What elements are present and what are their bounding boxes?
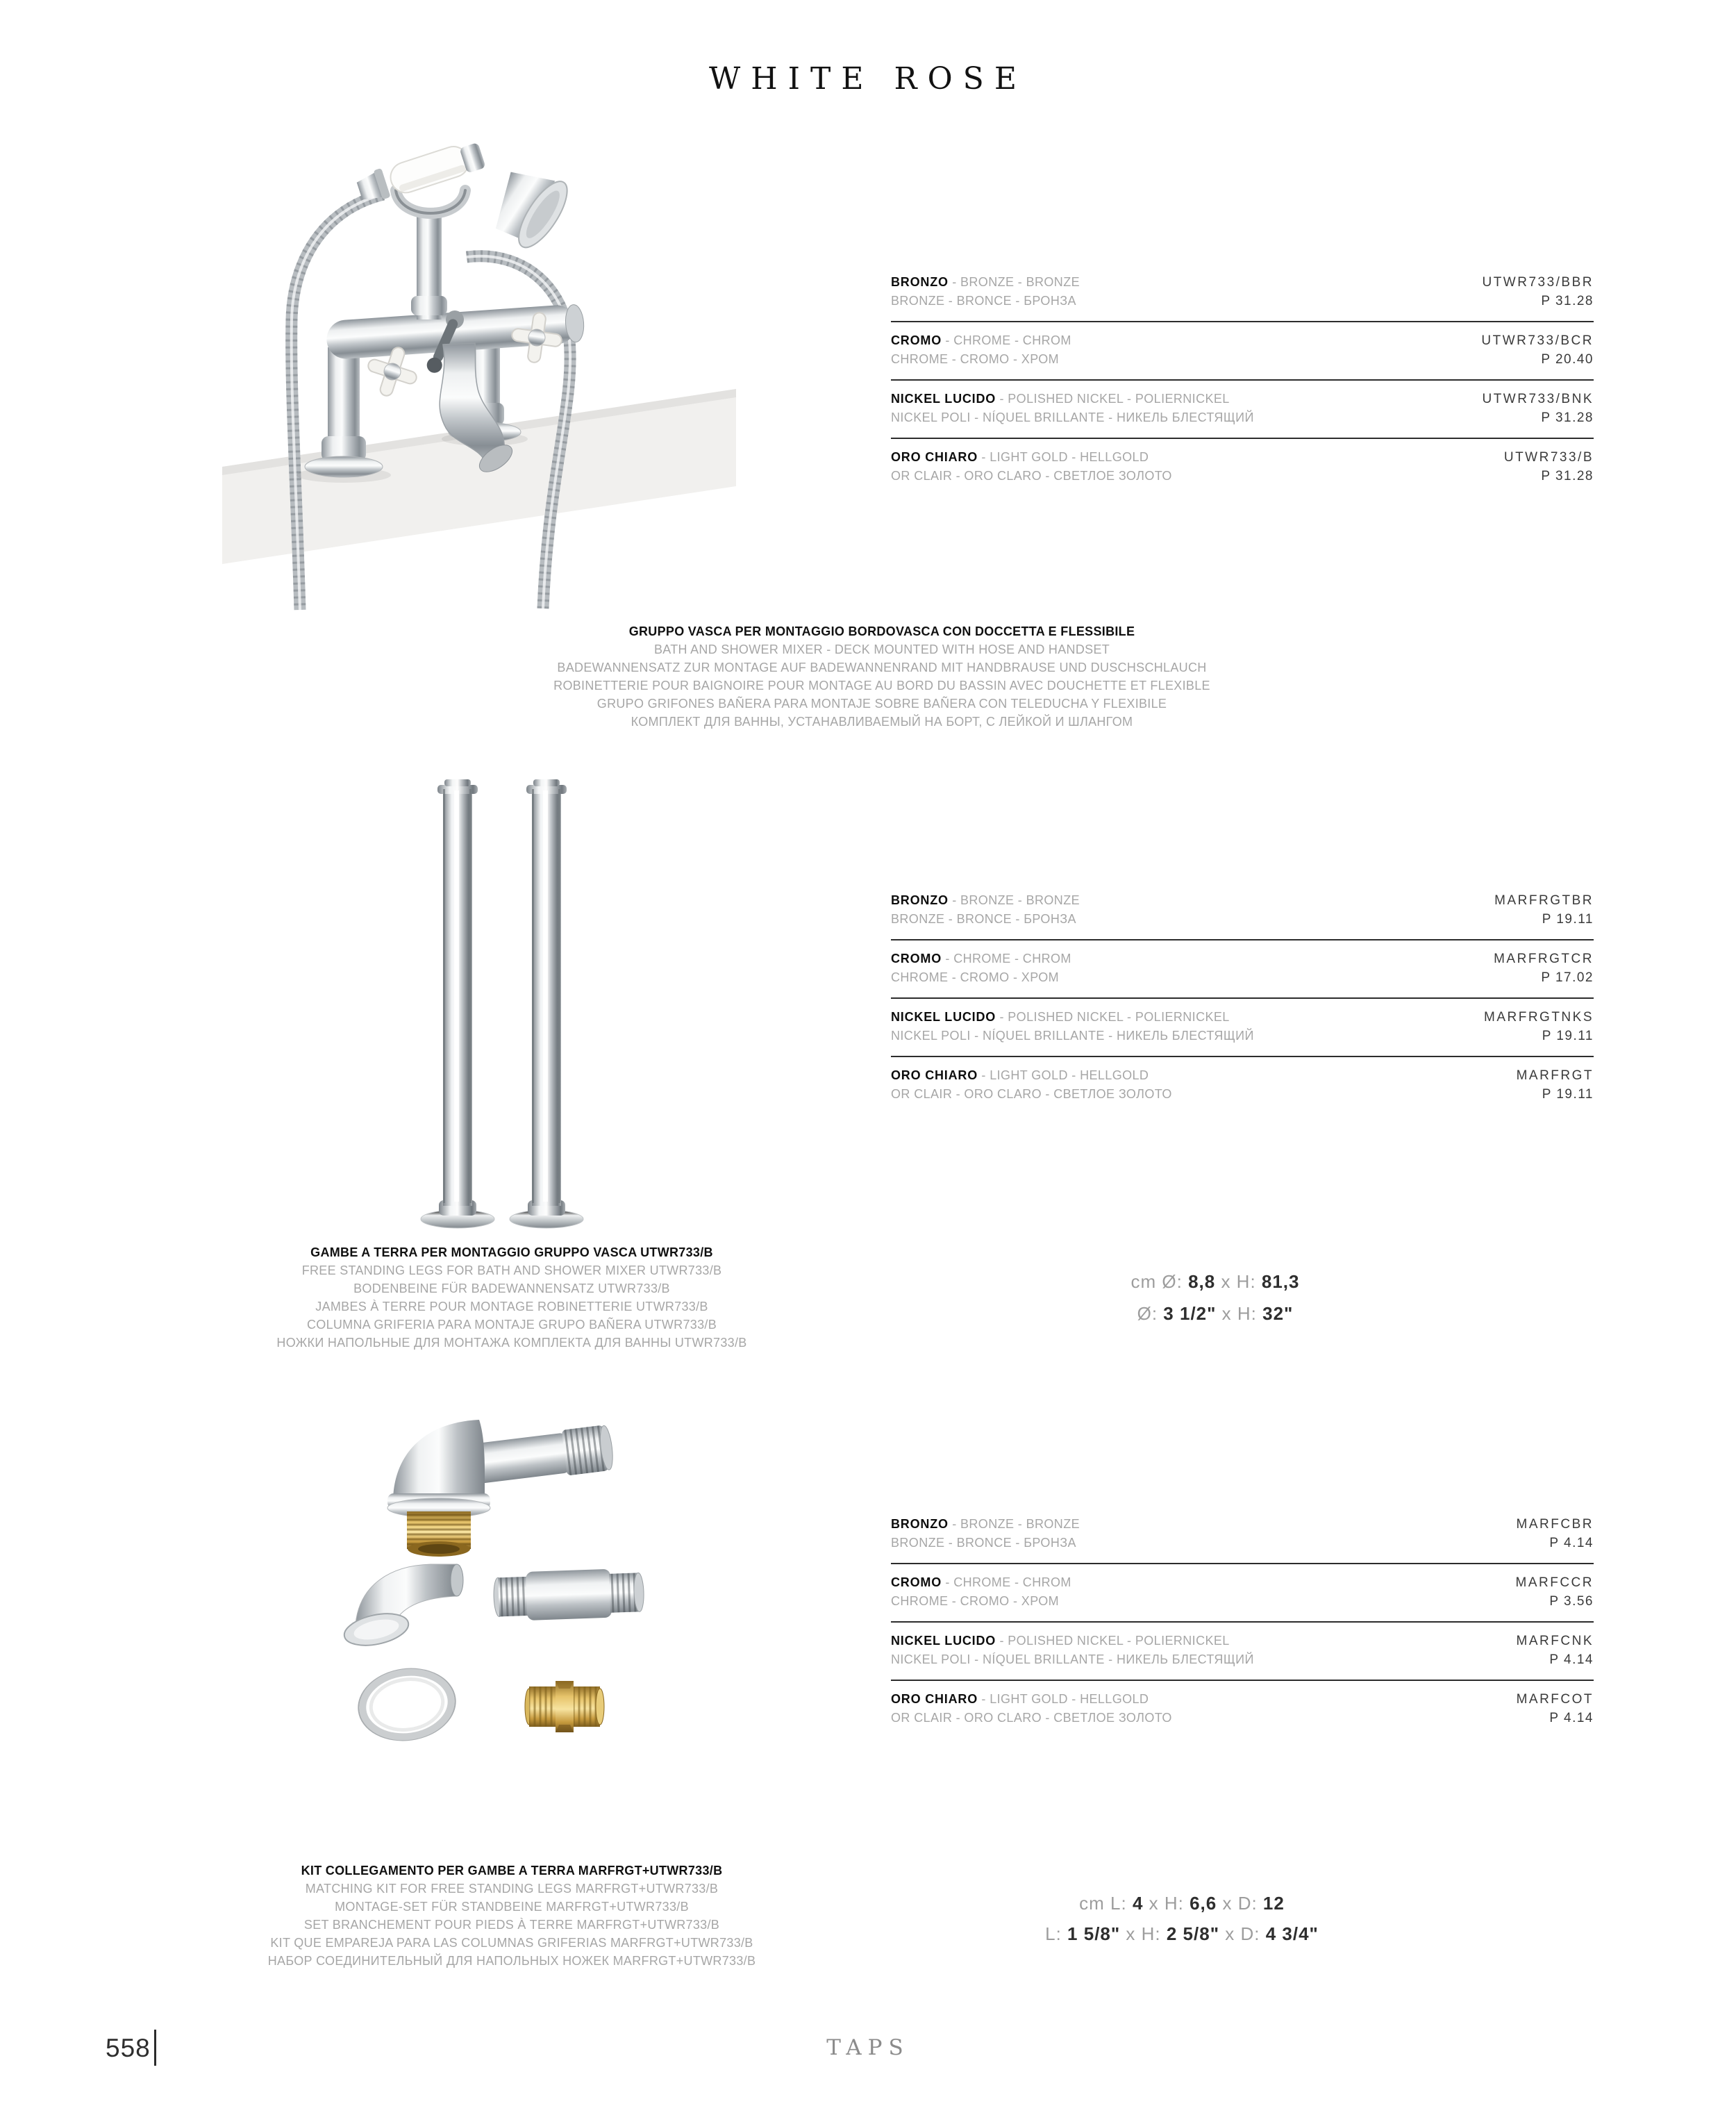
product-price: P 4.14: [1549, 1711, 1594, 1725]
description-line: ROBINETTERIE POUR BAIGNOIRE POUR MONTAGE AU BORD DU BASSIN AVEC DOUCHETTE ET FLEXIBLE: [553, 679, 1210, 693]
finish-labels: [891, 950, 1071, 987]
dimension-line: [974, 1918, 1390, 1949]
finish-line1: [891, 1066, 1172, 1085]
standpipe-right: [510, 779, 583, 1228]
finish-row: [891, 940, 1594, 999]
finish-line1: [891, 1690, 1172, 1709]
finish-translations-line2: CHROME - CROMO - ХРОМ: [891, 1594, 1059, 1608]
finish-line1: [891, 891, 1080, 910]
description-line: BODENBEINE FÜR BADEWANNENSATZ UTWR733/B: [353, 1282, 670, 1295]
description-title: GAMBE A TERRA PER MONTAGGIO GRUPPO VASCA UTWR733/B: [310, 1245, 713, 1259]
product-code: MARFRGTCR: [1494, 952, 1594, 966]
finish-labels: [891, 331, 1071, 369]
product-code: UTWR733/B: [1503, 450, 1594, 465]
finish-translations: - LIGHT GOLD - HELLGOLD: [978, 450, 1149, 464]
product-code: MARFRGT: [1516, 1068, 1594, 1083]
description-line: GRUPO GRIFONES BAÑERA PARA MONTAJE SOBRE BAÑERA CON TELEDUCHA Y FLEXIBILE: [596, 697, 1167, 711]
finish-row: [891, 1681, 1594, 1738]
dimension-value: 4 3/4": [1265, 1923, 1319, 1944]
finish-line1: [891, 448, 1172, 467]
finish-translations: - POLISHED NICKEL - POLIERNICKEL: [996, 1010, 1230, 1024]
finish-row: [891, 1506, 1594, 1564]
finish-row: [891, 882, 1594, 940]
code-price: [1482, 390, 1594, 427]
finish-labels: [891, 1515, 1080, 1552]
dimension-label: cm Ø:: [1130, 1271, 1189, 1292]
finish-name: CROMO: [891, 333, 942, 347]
kit-small-elbow: [342, 1564, 463, 1650]
description-line: FREE STANDING LEGS FOR BATH AND SHOWER MIXER UTWR733/B: [301, 1263, 722, 1277]
dimension-value: 3 1/2": [1163, 1303, 1217, 1324]
finish-row: [891, 381, 1594, 439]
product-code: MARFCOT: [1516, 1692, 1594, 1707]
dimension-label: L:: [1045, 1923, 1068, 1944]
kit-straight-connector: [493, 1568, 644, 1621]
finish-row: [891, 1623, 1594, 1681]
kit-brass-nipple: [525, 1681, 604, 1732]
finish-name: ORO CHIARO: [891, 450, 978, 464]
code-price: [1494, 891, 1594, 929]
description-line: КОМПЛЕКТ ДЛЯ ВАННЫ, УСТАНАВЛИВАЕМЫЙ НА БОРТ, С ЛЕЙКОЙ И ШЛАНГОМ: [631, 715, 1133, 729]
product-price: P 19.11: [1542, 912, 1594, 927]
product-price: P 20.40: [1541, 352, 1594, 367]
finish-translations: - BRONZE - BRONZE: [948, 893, 1080, 907]
dimension-label: x H:: [1215, 1271, 1262, 1292]
finish-translations-line2: BRONZE - BRONCE - БРОНЗА: [891, 294, 1076, 308]
product-description-free-standing-legs: [199, 1243, 824, 1352]
finish-table-free-standing-legs: [891, 882, 1594, 1114]
dimension-value: 6,6: [1190, 1893, 1217, 1914]
product-code: UTWR733/BNK: [1482, 392, 1594, 406]
dimension-value: 2 5/8": [1166, 1923, 1220, 1944]
dimension-line: [1007, 1266, 1424, 1298]
product-photo-bath-shower-mixer: [222, 111, 736, 611]
finish-name: CROMO: [891, 1575, 942, 1589]
code-price: [1481, 331, 1594, 369]
finish-line1: [891, 1008, 1254, 1027]
finish-translations: - LIGHT GOLD - HELLGOLD: [978, 1692, 1149, 1706]
finish-row: [891, 1564, 1594, 1623]
product-code: MARFCCR: [1515, 1575, 1594, 1590]
finish-translations-line2: OR CLAIR - ORO CLARO - СВЕТЛОЕ ЗОЛОТО: [891, 1711, 1172, 1725]
finish-name: ORO CHIARO: [891, 1068, 978, 1082]
product-price: P 17.02: [1541, 970, 1594, 985]
product-price: P 19.11: [1542, 1087, 1594, 1102]
dimensions-free-standing-legs: [1007, 1266, 1424, 1329]
finish-translations-line2: OR CLAIR - ORO CLARO - СВЕТЛОЕ ЗОЛОТО: [891, 1087, 1172, 1101]
finish-translations-line2: BRONZE - BRONCE - БРОНЗА: [891, 1536, 1076, 1550]
description-title: GRUPPO VASCA PER MONTAGGIO BORDOVASCA CON DOCCETTA E FLESSIBILE: [628, 624, 1135, 638]
finish-translations: - POLISHED NICKEL - POLIERNICKEL: [996, 392, 1230, 406]
finish-labels: [891, 1690, 1172, 1727]
finish-name: BRONZO: [891, 275, 949, 289]
code-price: [1516, 1573, 1594, 1611]
dimension-line: [974, 1888, 1390, 1918]
finish-translations-line2: NICKEL POLI - NÍQUEL BRILLANTE - НИКЕЛЬ БЛЕСТЯЩИЙ: [891, 1652, 1254, 1666]
product-code: MARFCBR: [1516, 1517, 1594, 1532]
finish-row: [891, 1057, 1594, 1114]
description-line: BADEWANNENSATZ ZUR MONTAGE AUF BADEWANNENRAND MIT HANDBRAUSE UND DUSCHSCHLAUCH: [557, 661, 1207, 674]
page-title: WHITE ROSE: [709, 61, 1027, 97]
dimensions-connection-kit: [974, 1888, 1390, 1949]
description-line: SET BRANCHEMENT POUR PIEDS À TERRE MARFRGT+UTWR733/B: [303, 1918, 720, 1932]
product-code: MARFRGTNKS: [1484, 1010, 1594, 1025]
finish-labels: [891, 1573, 1071, 1611]
finish-name: CROMO: [891, 952, 942, 965]
standpipe-left: [421, 779, 494, 1228]
finish-line1: [891, 950, 1071, 968]
kit-washer-ring: [354, 1663, 460, 1746]
finish-labels: [891, 390, 1254, 427]
finish-row: [891, 999, 1594, 1057]
finish-labels: [891, 1632, 1254, 1669]
dimension-label: x H:: [1120, 1923, 1167, 1944]
finish-translations: - BRONZE - BRONZE: [948, 1517, 1080, 1531]
sprayer-head: [481, 155, 576, 254]
finish-table-connection-kit: [891, 1506, 1594, 1738]
description-line: COLUMNA GRIFERIA PARA MONTAJE GRUPO BAÑERA UTWR733/B: [306, 1318, 717, 1332]
dimension-value: 4: [1132, 1893, 1144, 1914]
finish-translations: - LIGHT GOLD - HELLGOLD: [978, 1068, 1149, 1082]
finish-translations-line2: CHROME - CROMO - ХРОМ: [891, 970, 1059, 984]
code-price: [1517, 1632, 1594, 1669]
page-number: 558: [106, 2034, 151, 2062]
product-price: P 4.14: [1549, 1536, 1594, 1550]
finish-translations-line2: NICKEL POLI - NÍQUEL BRILLANTE - НИКЕЛЬ БЛЕСТЯЩИЙ: [891, 1029, 1254, 1043]
product-code: UTWR733/BCR: [1481, 333, 1594, 348]
product-code: UTWR733/BBR: [1482, 275, 1594, 290]
finish-translations-line2: CHROME - CROMO - ХРОМ: [891, 352, 1059, 366]
finish-labels: [891, 1066, 1172, 1104]
description-line: JAMBES À TERRE POUR MONTAGE ROBINETTERIE UTWR733/B: [315, 1300, 708, 1313]
finish-translations-line2: NICKEL POLI - NÍQUEL BRILLANTE - НИКЕЛЬ БЛЕСТЯЩИЙ: [891, 411, 1254, 424]
dimension-label: x H:: [1216, 1303, 1263, 1324]
finish-row: [891, 322, 1594, 381]
finish-labels: [891, 1008, 1254, 1045]
description-line: НАБОР СОЕДИНИТЕЛЬНЫЙ ДЛЯ НАПОЛЬНЫХ НОЖЕК MARFRGT+UTWR733/B: [267, 1954, 756, 1968]
product-price: P 31.28: [1541, 469, 1594, 483]
description-line: KIT QUE EMPAREJA PARA LAS COLUMNAS GRIFERIAS MARFRGT+UTWR733/B: [270, 1936, 753, 1950]
description-line: MONTAGE-SET FÜR STANDBEINE MARFRGT+UTWR733/B: [335, 1900, 689, 1914]
product-description-bath-shower-mixer: [431, 622, 1333, 731]
dimension-label: x H:: [1143, 1893, 1190, 1914]
finish-name: NICKEL LUCIDO: [891, 1010, 996, 1024]
product-price: P 31.28: [1541, 294, 1594, 308]
finish-line1: [891, 1515, 1080, 1534]
description-line: НОЖКИ НАПОЛЬНЫЕ ДЛЯ МОНТАЖА КОМПЛЕКТА ДЛЯ ВАННЫ UTWR733/B: [276, 1336, 747, 1350]
dimension-value: 12: [1262, 1893, 1285, 1914]
finish-line1: [891, 331, 1071, 350]
code-price: [1494, 950, 1594, 987]
finish-translations: - CHROME - CHROM: [942, 1575, 1071, 1589]
finish-table-bath-shower-mixer: [891, 264, 1594, 496]
finish-line1: [891, 273, 1080, 292]
finish-row: [891, 264, 1594, 322]
product-price: P 31.28: [1541, 411, 1594, 425]
dimension-label: Ø:: [1137, 1303, 1164, 1324]
footer-category: TAPS: [826, 2035, 910, 2060]
dimension-label: x D:: [1217, 1893, 1263, 1914]
product-price: P 3.56: [1549, 1594, 1594, 1609]
dimension-line: [1007, 1298, 1424, 1329]
product-photo-free-standing-legs: [413, 779, 601, 1234]
finish-labels: [891, 448, 1172, 486]
code-price: [1517, 1515, 1594, 1552]
dimension-label: x D:: [1219, 1923, 1266, 1944]
finish-line1: [891, 1632, 1254, 1650]
description-line: MATCHING KIT FOR FREE STANDING LEGS MARFRGT+UTWR733/B: [305, 1882, 719, 1896]
finish-line1: [891, 1573, 1071, 1592]
dimension-value: 32": [1262, 1303, 1294, 1324]
dimension-value: 81,3: [1261, 1271, 1300, 1292]
finish-labels: [891, 891, 1080, 929]
finish-translations: - CHROME - CHROM: [942, 952, 1071, 965]
product-price: P 19.11: [1542, 1029, 1594, 1043]
finish-name: NICKEL LUCIDO: [891, 1634, 996, 1648]
finish-labels: [891, 273, 1080, 310]
riser-column: [396, 190, 465, 320]
dimension-label: cm L:: [1079, 1893, 1133, 1914]
finish-name: BRONZO: [891, 893, 949, 907]
code-price: [1517, 1690, 1594, 1727]
finish-name: BRONZO: [891, 1517, 949, 1531]
product-price: P 4.14: [1549, 1652, 1594, 1667]
code-price: [1504, 448, 1594, 486]
product-photo-connection-kit: [333, 1402, 694, 1752]
description-line: BATH AND SHOWER MIXER - DECK MOUNTED WITH HOSE AND HANDSET: [653, 643, 1110, 656]
code-price: [1517, 1066, 1594, 1104]
code-price: [1482, 273, 1594, 310]
finish-name: NICKEL LUCIDO: [891, 392, 996, 406]
product-code: MARFRGTBR: [1494, 893, 1594, 908]
product-description-connection-kit: [192, 1862, 831, 1970]
finish-translations-line2: OR CLAIR - ORO CLARO - СВЕТЛОЕ ЗОЛОТО: [891, 469, 1172, 483]
description-title: KIT COLLEGAMENTO PER GAMBE A TERRA MARFRGT+UTWR733/B: [301, 1864, 723, 1878]
finish-translations-line2: BRONZE - BRONCE - БРОНЗА: [891, 912, 1076, 926]
dimension-value: 8,8: [1188, 1271, 1216, 1292]
finish-name: ORO CHIARO: [891, 1692, 978, 1706]
finish-translations: - CHROME - CHROM: [942, 333, 1071, 347]
dimension-value: 1 5/8": [1067, 1923, 1121, 1944]
finish-line1: [891, 390, 1254, 408]
finish-translations: - BRONZE - BRONZE: [948, 275, 1080, 289]
finish-translations: - POLISHED NICKEL - POLIERNICKEL: [996, 1634, 1230, 1648]
kit-large-elbow: [387, 1420, 615, 1557]
finish-row: [891, 439, 1594, 496]
code-price: [1484, 1008, 1594, 1045]
product-code: MARFCNK: [1516, 1634, 1594, 1648]
